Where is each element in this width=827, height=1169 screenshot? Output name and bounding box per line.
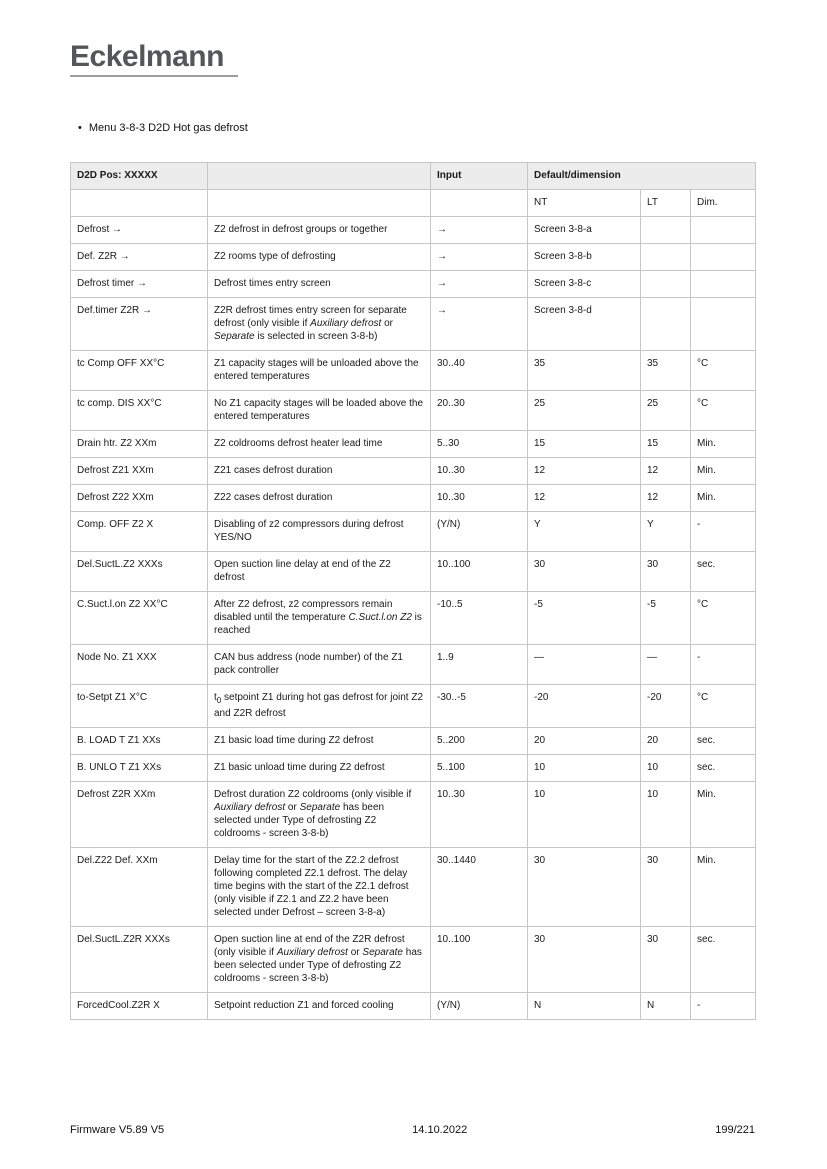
dim-cell: °C xyxy=(691,592,756,645)
table-row xyxy=(71,552,756,592)
param-cell: Del.Z22 Def. XXm xyxy=(71,848,208,927)
dim-cell: sec. xyxy=(691,927,756,993)
eckelmann-logo xyxy=(70,42,238,77)
description-cell: Open suction line delay at end of the Z2 defrost xyxy=(208,552,431,592)
nt-cell: 12 xyxy=(528,458,641,485)
input-cell: 30..40 xyxy=(431,351,528,391)
nt-cell: -20 xyxy=(528,685,641,728)
empty-cell xyxy=(208,190,431,217)
table-row xyxy=(71,645,756,685)
input-cell: → xyxy=(431,298,528,351)
header-description-empty xyxy=(208,163,431,190)
input-cell: (Y/N) xyxy=(431,512,528,552)
input-cell: -30..-5 xyxy=(431,685,528,728)
dim-cell: °C xyxy=(691,685,756,728)
lt-cell: -5 xyxy=(641,592,691,645)
table-row xyxy=(71,927,756,993)
nt-cell: 30 xyxy=(528,927,641,993)
input-cell: 10..100 xyxy=(431,552,528,592)
param-cell: Def.timer Z2R → xyxy=(71,298,208,351)
description-cell: Z22 cases defrost duration xyxy=(208,485,431,512)
description-cell: Disabling of z2 compressors during defrost YES/NO xyxy=(208,512,431,552)
bullet-icon: • xyxy=(78,122,82,134)
description-cell: Z2R defrost times entry screen for separate defrost (only visible if Auxiliary defrost or Separate is selected in screen 3-8-b) xyxy=(208,298,431,351)
description-cell: Setpoint reduction Z1 and forced cooling xyxy=(208,993,431,1020)
lt-cell xyxy=(641,244,691,271)
dim-cell xyxy=(691,244,756,271)
footer-date: 14.10.2022 xyxy=(412,1124,468,1136)
footer-page-number: 199/221 xyxy=(715,1124,755,1136)
input-cell: 10..100 xyxy=(431,927,528,993)
dim-cell: sec. xyxy=(691,728,756,755)
dim-cell: - xyxy=(691,512,756,552)
header-default-dimension: Default/dimension xyxy=(528,163,756,190)
nt-cell: N xyxy=(528,993,641,1020)
header-input: Input xyxy=(431,163,528,190)
dim-cell: - xyxy=(691,993,756,1020)
param-cell: to-Setpt Z1 X°C xyxy=(71,685,208,728)
lt-cell: 15 xyxy=(641,431,691,458)
description-cell: Z1 basic load time during Z2 defrost xyxy=(208,728,431,755)
lt-cell xyxy=(641,271,691,298)
lt-cell xyxy=(641,298,691,351)
header-nt: NT xyxy=(528,190,641,217)
input-cell: (Y/N) xyxy=(431,993,528,1020)
table-row xyxy=(71,592,756,645)
input-cell: 5..100 xyxy=(431,755,528,782)
table-body xyxy=(71,217,756,1020)
description-cell: Delay time for the start of the Z2.2 defrost following completed Z2.1 defrost. The delay time begins with the start of the Z2.1 defrost (only visible if Z2.1 and Z2.2 have been selected under Defrost – screen 3-8-a) xyxy=(208,848,431,927)
dim-cell: sec. xyxy=(691,755,756,782)
description-cell: Z2 rooms type of defrosting xyxy=(208,244,431,271)
lt-cell: 30 xyxy=(641,927,691,993)
table-row xyxy=(71,512,756,552)
dim-cell: °C xyxy=(691,351,756,391)
param-cell: tc comp. DIS XX°C xyxy=(71,391,208,431)
dim-cell: Min. xyxy=(691,458,756,485)
param-cell: B. UNLO T Z1 XXs xyxy=(71,755,208,782)
lt-cell: 30 xyxy=(641,848,691,927)
description-cell: Open suction line at end of the Z2R defrost (only visible if Auxiliary defrost or Separate has been selected under Type of defrosting Z2 coldrooms - screen 3-8-b) xyxy=(208,927,431,993)
nt-cell: 10 xyxy=(528,782,641,848)
lt-cell: 12 xyxy=(641,485,691,512)
lt-cell: -20 xyxy=(641,685,691,728)
header-lt: LT xyxy=(641,190,691,217)
table-row xyxy=(71,685,756,728)
nt-cell: 10 xyxy=(528,755,641,782)
menu-label: Menu 3-8-3 D2D Hot gas defrost xyxy=(88,122,248,134)
dim-cell: Min. xyxy=(691,782,756,848)
dim-cell: °C xyxy=(691,391,756,431)
param-cell: Del.SuctL.Z2 XXXs xyxy=(71,552,208,592)
header-dim: Dim. xyxy=(691,190,756,217)
table-row xyxy=(71,217,756,244)
lt-cell: 10 xyxy=(641,755,691,782)
nt-cell: Screen 3-8-c xyxy=(528,271,641,298)
description-cell: After Z2 defrost, z2 compressors remain disabled until the temperature C.Suct.l.on Z2 is reached xyxy=(208,592,431,645)
table-row xyxy=(71,244,756,271)
param-cell: Defrost → xyxy=(71,217,208,244)
param-cell: C.Suct.l.on Z2 XX°C xyxy=(71,592,208,645)
nt-cell: Y xyxy=(528,512,641,552)
input-cell: -10..5 xyxy=(431,592,528,645)
menu-heading xyxy=(78,122,248,134)
input-cell: → xyxy=(431,271,528,298)
lt-cell: Y xyxy=(641,512,691,552)
header-d2d-pos: D2D Pos: XXXXX xyxy=(71,163,208,190)
empty-cell xyxy=(431,190,528,217)
description-cell: $t_0$ setpoint Z1 during hot gas defrost for joint Z2 and Z2R defrost xyxy=(208,685,431,728)
lt-cell: 35 xyxy=(641,351,691,391)
param-cell: Def. Z2R → xyxy=(71,244,208,271)
description-cell: Z1 basic unload time during Z2 defrost xyxy=(208,755,431,782)
lt-cell: 10 xyxy=(641,782,691,848)
table-subheader-row xyxy=(71,190,756,217)
lt-cell: — xyxy=(641,645,691,685)
dim-cell: sec. xyxy=(691,552,756,592)
nt-cell: 15 xyxy=(528,431,641,458)
nt-cell: 25 xyxy=(528,391,641,431)
page-footer xyxy=(70,1124,755,1136)
table-row xyxy=(71,431,756,458)
nt-cell: — xyxy=(528,645,641,685)
table-row xyxy=(71,391,756,431)
description-cell: CAN bus address (node number) of the Z1 pack controller xyxy=(208,645,431,685)
nt-cell: 30 xyxy=(528,552,641,592)
parameter-table xyxy=(70,162,756,1020)
input-cell: → xyxy=(431,217,528,244)
input-cell: 10..30 xyxy=(431,782,528,848)
param-cell: Defrost Z21 XXm xyxy=(71,458,208,485)
dim-cell xyxy=(691,271,756,298)
input-cell: 5..30 xyxy=(431,431,528,458)
logo-text: Eckelmann xyxy=(70,40,224,73)
param-cell: Defrost Z2R XXm xyxy=(71,782,208,848)
table-row xyxy=(71,993,756,1020)
lt-cell: 20 xyxy=(641,728,691,755)
description-cell: Z2 defrost in defrost groups or together xyxy=(208,217,431,244)
input-cell: 1..9 xyxy=(431,645,528,685)
nt-cell: 12 xyxy=(528,485,641,512)
input-cell: 5..200 xyxy=(431,728,528,755)
lt-cell: N xyxy=(641,993,691,1020)
param-cell: tc Comp OFF XX°C xyxy=(71,351,208,391)
nt-cell: 20 xyxy=(528,728,641,755)
dim-cell: Min. xyxy=(691,848,756,927)
input-cell: 10..30 xyxy=(431,485,528,512)
param-cell: Del.SuctL.Z2R XXXs xyxy=(71,927,208,993)
param-cell: Drain htr. Z2 XXm xyxy=(71,431,208,458)
param-cell: Defrost Z22 XXm xyxy=(71,485,208,512)
table-row xyxy=(71,782,756,848)
dim-cell: Min. xyxy=(691,431,756,458)
lt-cell: 25 xyxy=(641,391,691,431)
input-cell: 20..30 xyxy=(431,391,528,431)
nt-cell: -5 xyxy=(528,592,641,645)
input-cell: 10..30 xyxy=(431,458,528,485)
table-row xyxy=(71,728,756,755)
lt-cell: 12 xyxy=(641,458,691,485)
param-cell: ForcedCool.Z2R X xyxy=(71,993,208,1020)
lt-cell xyxy=(641,217,691,244)
table-row xyxy=(71,298,756,351)
input-cell: 30..1440 xyxy=(431,848,528,927)
dim-cell xyxy=(691,298,756,351)
param-cell: Node No. Z1 XXX xyxy=(71,645,208,685)
param-cell: B. LOAD T Z1 XXs xyxy=(71,728,208,755)
table-row xyxy=(71,351,756,391)
table-row xyxy=(71,458,756,485)
description-cell: Defrost duration Z2 coldrooms (only visible if Auxiliary defrost or Separate has been selected under Type of defrosting Z2 coldrooms - screen 3-8-b) xyxy=(208,782,431,848)
nt-cell: Screen 3-8-a xyxy=(528,217,641,244)
nt-cell: 35 xyxy=(528,351,641,391)
param-cell: Defrost timer → xyxy=(71,271,208,298)
table-row xyxy=(71,755,756,782)
dim-cell: Min. xyxy=(691,485,756,512)
table-header-row xyxy=(71,163,756,190)
param-cell: Comp. OFF Z2 X xyxy=(71,512,208,552)
description-cell: Z21 cases defrost duration xyxy=(208,458,431,485)
description-cell: No Z1 capacity stages will be loaded above the entered temperatures xyxy=(208,391,431,431)
table-row xyxy=(71,271,756,298)
footer-firmware-version: Firmware V5.89 V5 xyxy=(70,1124,165,1136)
nt-cell: 30 xyxy=(528,848,641,927)
dim-cell xyxy=(691,217,756,244)
input-cell: → xyxy=(431,244,528,271)
table-row xyxy=(71,848,756,927)
description-cell: Defrost times entry screen xyxy=(208,271,431,298)
description-cell: Z2 coldrooms defrost heater lead time xyxy=(208,431,431,458)
table-row xyxy=(71,485,756,512)
lt-cell: 30 xyxy=(641,552,691,592)
description-cell: Z1 capacity stages will be unloaded above the entered temperatures xyxy=(208,351,431,391)
nt-cell: Screen 3-8-d xyxy=(528,298,641,351)
dim-cell: - xyxy=(691,645,756,685)
empty-cell xyxy=(71,190,208,217)
logo-underline xyxy=(70,75,238,77)
nt-cell: Screen 3-8-b xyxy=(528,244,641,271)
